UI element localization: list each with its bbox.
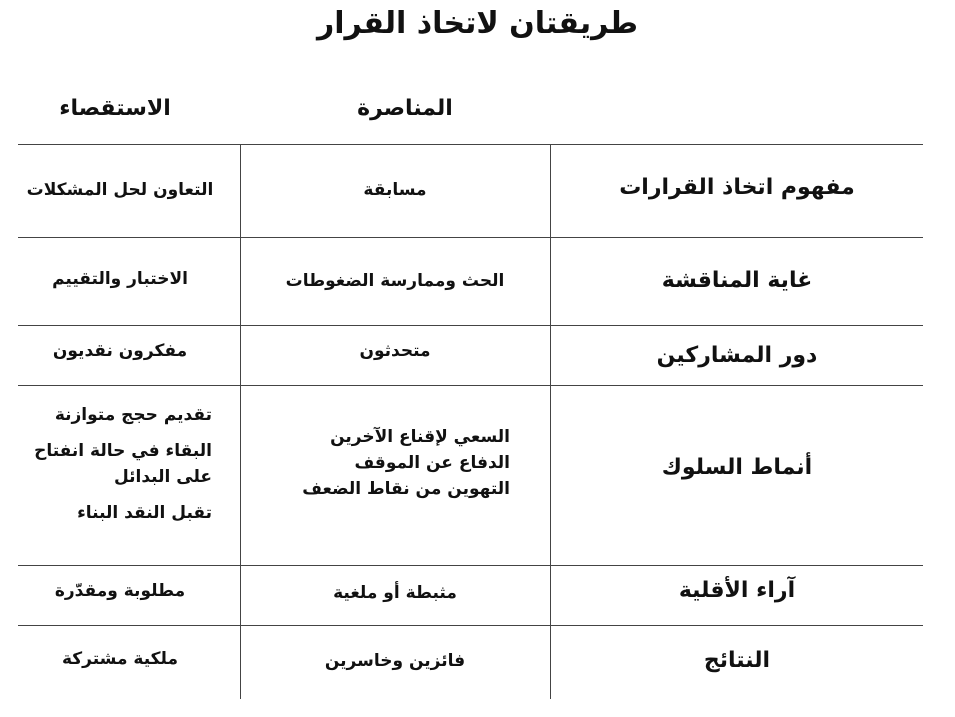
header-inquiry: الاستقصاء [59, 96, 171, 121]
debate-cell: مسابقة [363, 180, 427, 200]
column-divider [550, 144, 551, 699]
behavior-item: التهوين من نقاط الضعف [302, 479, 510, 499]
debate-cell: فائزين وخاسرين [324, 651, 466, 671]
header-debate: المناصرة [357, 96, 453, 121]
column-divider [240, 144, 241, 699]
inquiry-cell: التعاون لحل المشكلات [26, 180, 214, 200]
behavior-item: تقبل النقد البناء [77, 503, 212, 523]
behavior-item: تقديم حجج متوازنة [54, 405, 212, 425]
debate-cell: مثبطة أو ملغية [333, 583, 457, 603]
row-label: غاية المناقشة [661, 268, 813, 293]
inquiry-cell: مفكرون نقديون [52, 341, 188, 361]
row-label: النتائج [703, 648, 771, 673]
row-label: مفهوم اتخاذ القرارات [619, 175, 855, 200]
debate-cell: الحث وممارسة الضغوطات [285, 271, 505, 291]
behavior-item: الدفاع عن الموقف [354, 453, 510, 473]
row-divider [18, 565, 923, 566]
behavior-item: السعي لإقناع الآخرين [330, 427, 510, 447]
page-title: طريقتان لاتخاذ القرار [316, 6, 639, 41]
inquiry-cell: الاختبار والتقييم [52, 269, 188, 289]
row-label: آراء الأقلية [678, 578, 796, 603]
row-divider [18, 325, 923, 326]
inquiry-cell: ملكية مشتركة [61, 649, 179, 669]
debate-cell: متحدثون [359, 341, 431, 361]
row-label: دور المشاركين [656, 343, 818, 368]
row-divider [18, 385, 923, 386]
debate-cell [258, 424, 510, 502]
inquiry-cell [22, 402, 212, 526]
row-divider [18, 237, 923, 238]
inquiry-cell: مطلوبة ومقدّرة [54, 581, 186, 601]
behavior-item: البقاء في حالة انفتاح على البدائل [34, 441, 212, 487]
row-divider [18, 625, 923, 626]
row-divider [18, 144, 923, 145]
row-label: أنماط السلوك [661, 455, 813, 480]
